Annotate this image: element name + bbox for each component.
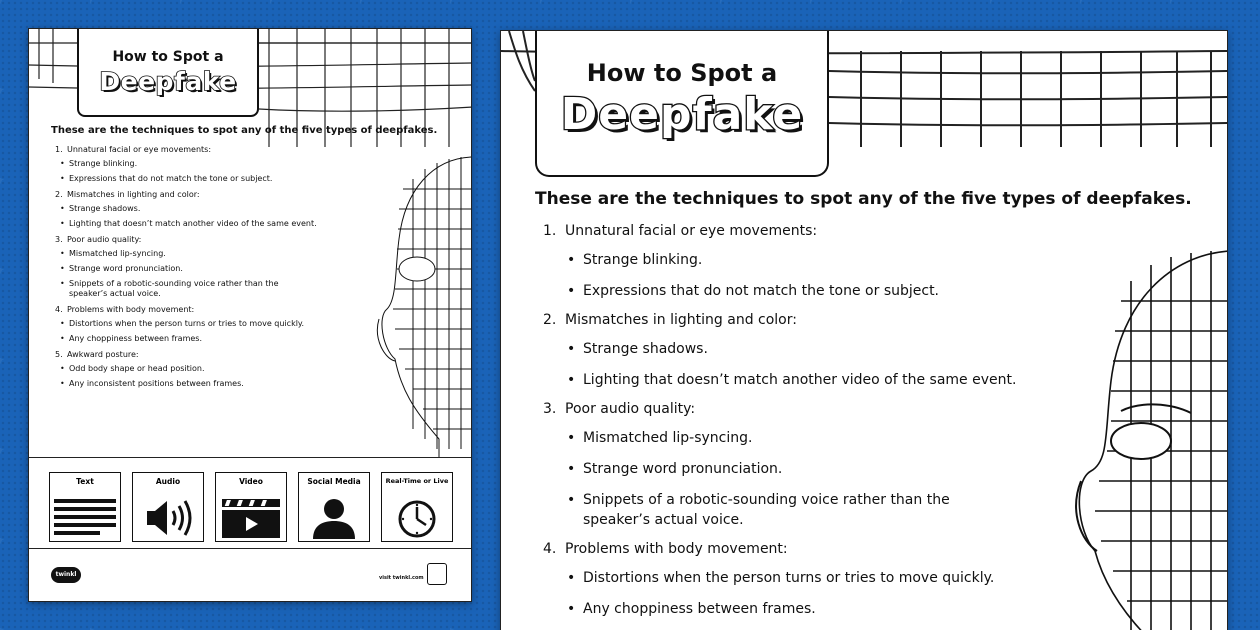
- title-box: [77, 29, 259, 117]
- title-line-2: Deepfake: [560, 89, 804, 140]
- person-icon: [303, 497, 365, 539]
- technique-point: • Lighting that doesn’t match another video of the same event.: [55, 219, 345, 229]
- technique-point: • Expressions that do not match the tone or subject.: [543, 281, 1103, 301]
- intro-text: These are the techniques to spot any of the five types of deepfakes.: [535, 189, 1192, 209]
- technique-point: • Snippets of a robotic-sounding voice rather than the speaker’s actual voice.: [55, 279, 295, 299]
- technique-title-text: Problems with body movement:: [565, 541, 788, 557]
- worksheet-zoomed: [500, 30, 1228, 630]
- techniques-list: [543, 223, 1143, 630]
- technique-title-text: Unnatural facial or eye movements:: [565, 223, 818, 239]
- technique-point: • Any inconsistent positions between frames.: [55, 379, 345, 389]
- deepfake-types-row: [29, 457, 472, 549]
- type-card-social-media: [298, 472, 370, 542]
- technique-point: • Strange blinking.: [543, 250, 1103, 270]
- technique-point: • Strange shadows.: [55, 204, 345, 214]
- technique-item: [543, 312, 1143, 390]
- technique-item: [543, 223, 1143, 301]
- technique-number: 2.: [543, 312, 557, 328]
- badge-icon: [427, 563, 447, 585]
- technique-title: [55, 145, 345, 154]
- title-line-2: Deepfake: [99, 67, 237, 96]
- technique-title-text: Awkward posture:: [67, 350, 139, 359]
- technique-point: • Strange word pronunciation.: [55, 264, 345, 274]
- technique-title: [543, 223, 1143, 239]
- technique-number: 3.: [543, 401, 557, 417]
- twinkl-logo: twinkl: [51, 567, 81, 583]
- visit-text: visit twinkl.com: [379, 575, 424, 581]
- techniques-list: [55, 145, 345, 395]
- text-lines-icon: [54, 497, 116, 539]
- technique-title: [543, 541, 1143, 557]
- title-line-1: How to Spot a: [112, 49, 224, 65]
- technique-number: 4.: [55, 305, 63, 314]
- technique-point: • Expressions that do not match the tone or subject.: [55, 174, 345, 184]
- wireframe-face-illustration: [343, 149, 471, 489]
- type-card-audio: [132, 472, 204, 542]
- technique-point: • Distortions when the person turns or tries to move quickly.: [55, 319, 345, 329]
- technique-number: 1.: [55, 145, 63, 154]
- technique-point: • Any choppiness between frames.: [55, 334, 345, 344]
- technique-title: [55, 190, 345, 199]
- type-label: Social Media: [307, 477, 361, 486]
- technique-title-text: Problems with body movement:: [67, 305, 195, 314]
- technique-title-text: Mismatches in lighting and color:: [565, 312, 797, 328]
- technique-item: [55, 235, 345, 299]
- technique-title: [55, 235, 345, 244]
- type-card-video: [215, 472, 287, 542]
- type-label: Text: [76, 477, 94, 486]
- technique-number: 3.: [55, 235, 63, 244]
- technique-item: [55, 305, 345, 344]
- technique-point: • Strange word pronunciation.: [543, 459, 1103, 479]
- technique-number: 2.: [55, 190, 63, 199]
- intro-text: These are the techniques to spot any of the five types of deepfakes.: [51, 125, 438, 136]
- technique-item: [543, 401, 1143, 530]
- technique-number: 1.: [543, 223, 557, 239]
- technique-item: [55, 350, 345, 389]
- technique-point: • Mismatched lip-syncing.: [543, 428, 1103, 448]
- technique-title: [543, 401, 1143, 417]
- technique-point: • Mismatched lip-syncing.: [55, 249, 345, 259]
- technique-point: • Snippets of a robotic-sounding voice rather than the speaker’s actual voice.: [543, 490, 1003, 530]
- technique-title: [55, 305, 345, 314]
- technique-point: • Lighting that doesn’t match another video of the same event.: [543, 370, 1103, 390]
- type-label: Video: [239, 477, 263, 486]
- video-clapper-icon: [220, 497, 282, 539]
- technique-number: 4.: [543, 541, 557, 557]
- type-card-real-time: [381, 472, 453, 542]
- technique-point: • Odd body shape or head position.: [55, 364, 345, 374]
- technique-title-text: Poor audio quality:: [565, 401, 696, 417]
- technique-title-text: Unnatural facial or eye movements:: [67, 145, 212, 154]
- technique-title: [55, 350, 345, 359]
- technique-title: [543, 312, 1143, 328]
- technique-title-text: Mismatches in lighting and color:: [67, 190, 200, 199]
- clock-icon: [386, 497, 448, 539]
- technique-point: • Strange blinking.: [55, 159, 345, 169]
- technique-item: [543, 541, 1143, 619]
- technique-title-text: Poor audio quality:: [67, 235, 142, 244]
- title-box: [535, 31, 829, 177]
- technique-point: • Distortions when the person turns or tries to move quickly.: [543, 568, 1103, 588]
- technique-item: [55, 190, 345, 229]
- type-card-text: [49, 472, 121, 542]
- worksheet-footer: [29, 549, 472, 602]
- technique-number: 5.: [55, 350, 63, 359]
- technique-point: • Any choppiness between frames.: [543, 599, 1103, 619]
- technique-point: • Strange shadows.: [543, 339, 1103, 359]
- technique-item: [55, 145, 345, 184]
- worksheet-thumbnail: [28, 28, 472, 602]
- type-label: Real-Time or Live: [385, 477, 449, 485]
- title-line-1: How to Spot a: [586, 59, 778, 87]
- speaker-icon: [137, 497, 199, 539]
- type-label: Audio: [155, 477, 181, 486]
